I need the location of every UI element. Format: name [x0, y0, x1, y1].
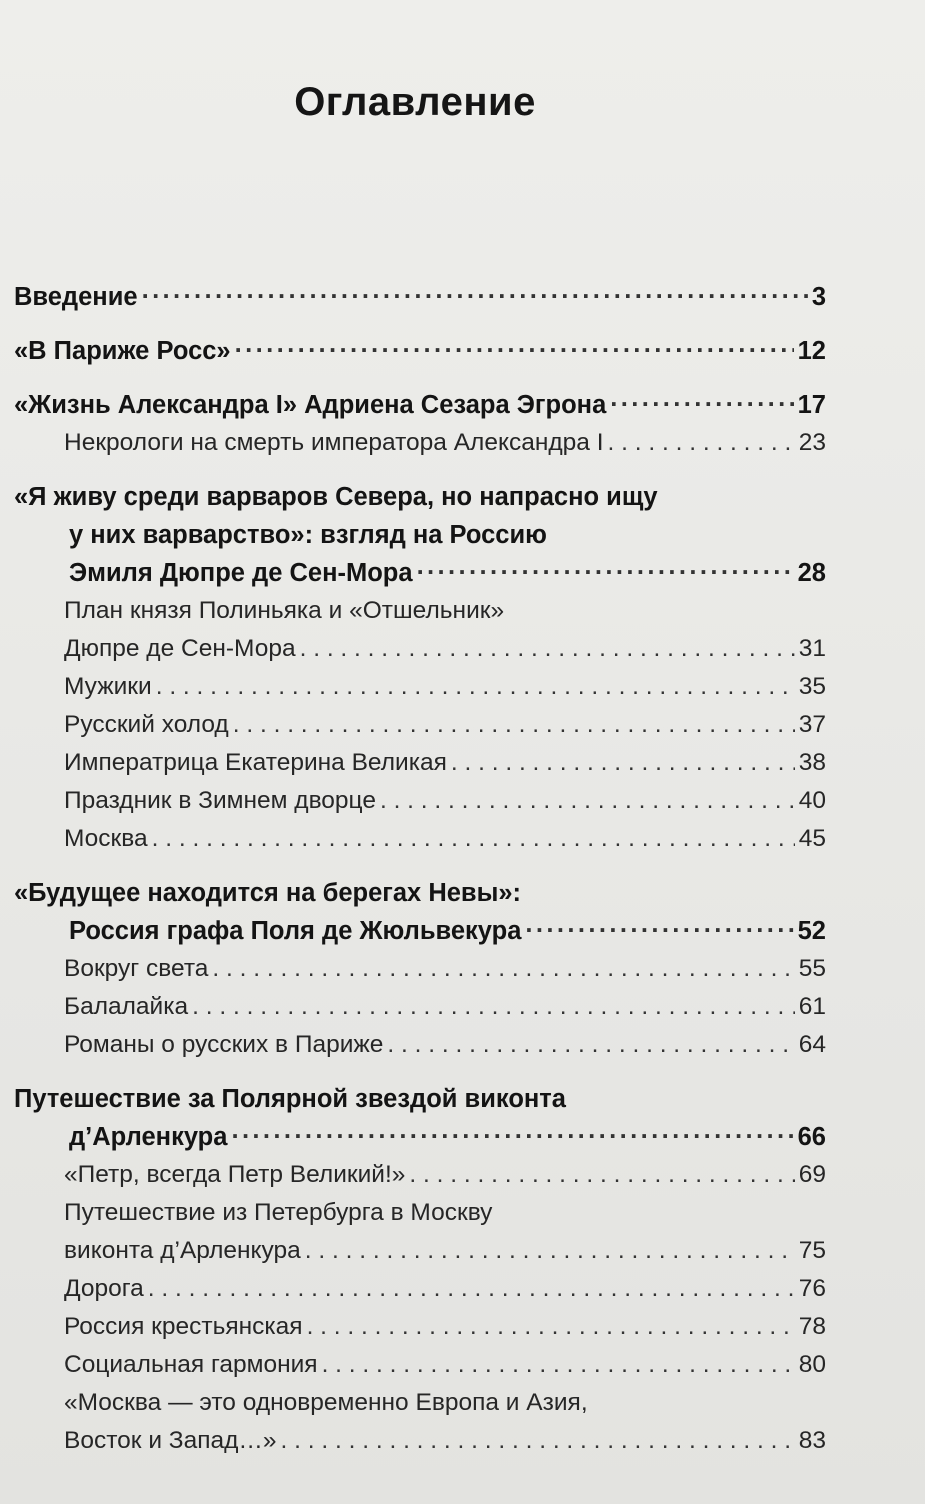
dot-leader [148, 1270, 795, 1308]
dot-leader [451, 744, 795, 782]
toc-subentry[interactable] [14, 744, 826, 782]
toc-subentry[interactable] [14, 668, 826, 706]
toc-entry-page: 61 [798, 993, 826, 1020]
toc-subentry[interactable] [14, 1232, 826, 1270]
dot-leader [192, 988, 795, 1026]
page-title: Оглавление [294, 80, 536, 124]
toc-subentry[interactable] [14, 1346, 826, 1384]
toc-entry-page: 83 [798, 1427, 826, 1454]
toc-entry-page: 37 [798, 711, 826, 738]
toc-entry-title: Романы о русских в Париже [64, 1031, 384, 1058]
toc-subentry[interactable] [14, 820, 826, 858]
dot-leader [525, 912, 793, 950]
toc-entry-title: Праздник в Зимнем дворце [64, 787, 376, 814]
toc-subentry[interactable] [14, 1156, 826, 1194]
toc-entry[interactable] [14, 478, 826, 516]
toc-entry-page: 3 [811, 283, 826, 311]
toc-entry-title: Путешествие за Полярной звездой виконта [14, 1085, 566, 1113]
toc-entry-title: виконта д’Арленкура [64, 1237, 301, 1264]
dot-leader [231, 1118, 793, 1156]
toc-entry[interactable] [14, 278, 826, 316]
toc-entry-page: 69 [798, 1161, 826, 1188]
toc-subentry[interactable] [14, 424, 826, 462]
toc-subentry[interactable] [14, 1308, 826, 1346]
toc-entry[interactable] [14, 332, 826, 370]
toc-subentry[interactable] [14, 1270, 826, 1308]
dot-leader [142, 278, 808, 316]
toc-entry-page: 38 [798, 749, 826, 776]
toc-entry-title: «Жизнь Александра I» Адриена Сезара Эгрона [14, 391, 607, 419]
toc-entry-title: «Москва — это одновременно Европа и Азия, [64, 1389, 588, 1416]
toc-entry-page: 52 [797, 917, 826, 945]
dot-leader [610, 386, 793, 424]
dot-leader [156, 668, 795, 706]
toc-entry-title: Некрологи на смерть императора Александра I [64, 429, 604, 456]
toc-entry-title: Императрица Екатерина Великая [64, 749, 447, 776]
dot-leader [608, 424, 795, 462]
toc-entry-page: 78 [798, 1313, 826, 1340]
dot-leader [387, 1026, 794, 1064]
dot-leader [300, 630, 795, 668]
dot-leader [417, 554, 794, 592]
toc-entry-page: 64 [798, 1031, 826, 1058]
toc-entry-title: Мужики [64, 673, 152, 700]
toc-entry-continuation[interactable] [14, 1118, 826, 1156]
toc-subentry[interactable] [14, 1194, 826, 1232]
dot-leader [380, 782, 795, 820]
dot-leader [305, 1232, 795, 1270]
toc-entry-continuation[interactable] [14, 516, 826, 554]
toc-entry-title: «В Париже Росс» [14, 337, 231, 365]
toc-entry-title: Эмиля Дюпре де Сен-Мора [69, 559, 413, 587]
toc-entry-title: Дюпре де Сен-Мора [64, 635, 296, 662]
toc-entry-title: Путешествие из Петербурга в Москву [64, 1199, 493, 1226]
toc-entry-page: 28 [797, 559, 826, 587]
toc-entry-page: 76 [798, 1275, 826, 1302]
toc-subentry[interactable] [14, 988, 826, 1026]
toc-entry-title: Русский холод [64, 711, 229, 738]
dot-leader [233, 706, 795, 744]
toc-entry-page: 55 [798, 955, 826, 982]
toc-entry-page: 35 [798, 673, 826, 700]
toc-entry-page: 45 [798, 825, 826, 852]
toc-entry-title: Дорога [64, 1275, 144, 1302]
toc-entry-page: 75 [798, 1237, 826, 1264]
toc-subentry[interactable] [14, 706, 826, 744]
dot-leader [152, 820, 795, 858]
toc-entry-page: 17 [797, 391, 826, 419]
toc-entry[interactable] [14, 1080, 826, 1118]
toc-entry-page: 80 [798, 1351, 826, 1378]
toc-entry-title: Введение [14, 283, 138, 311]
toc-subentry[interactable] [14, 782, 826, 820]
toc-entry-page: 66 [797, 1123, 826, 1151]
dot-leader [307, 1308, 795, 1346]
toc-entry-page: 31 [798, 635, 826, 662]
toc-entry-title: Россия крестьянская [64, 1313, 303, 1340]
toc-entry-title: План князя Полиньяка и «Отшельник» [64, 597, 505, 624]
toc-entry-title: Балалайка [64, 993, 189, 1020]
toc-subentry[interactable] [14, 630, 826, 668]
toc-entry-continuation[interactable] [14, 554, 826, 592]
toc-entry-title: «Я живу среди варваров Севера, но напрасно ищу [14, 483, 658, 511]
dot-leader [212, 950, 794, 988]
dot-leader [322, 1346, 795, 1384]
toc-entry-title: д’Арленкура [69, 1123, 228, 1151]
toc-entry-continuation[interactable] [14, 912, 826, 950]
toc-entry-title: «Будущее находится на берегах Невы»: [14, 879, 522, 907]
toc-entry-page: 40 [798, 787, 826, 814]
dot-leader [235, 332, 794, 370]
toc-subentry[interactable] [14, 592, 826, 630]
toc-entry-title: у них варварство»: взгляд на Россию [69, 521, 547, 549]
toc-entry-title: Россия графа Поля де Жюльвекура [69, 917, 522, 945]
toc-entry-title: Восток и Запад…» [64, 1427, 277, 1454]
dot-leader [409, 1156, 794, 1194]
toc-entry-title: Социальная гармония [64, 1351, 318, 1378]
toc-subentry[interactable] [14, 1422, 826, 1460]
toc-entry-page: 12 [797, 337, 826, 365]
table-of-contents [14, 278, 826, 1460]
toc-entry[interactable] [14, 874, 826, 912]
toc-subentry[interactable] [14, 1384, 826, 1422]
toc-entry-title: Вокруг света [64, 955, 209, 982]
toc-entry-page: 23 [798, 429, 826, 456]
toc-subentry[interactable] [14, 950, 826, 988]
toc-entry[interactable] [14, 386, 826, 424]
dot-leader [281, 1422, 795, 1460]
toc-entry-title: Москва [64, 825, 148, 852]
toc-entry-title: «Петр, всегда Петр Великий!» [64, 1161, 406, 1188]
toc-subentry[interactable] [14, 1026, 826, 1064]
